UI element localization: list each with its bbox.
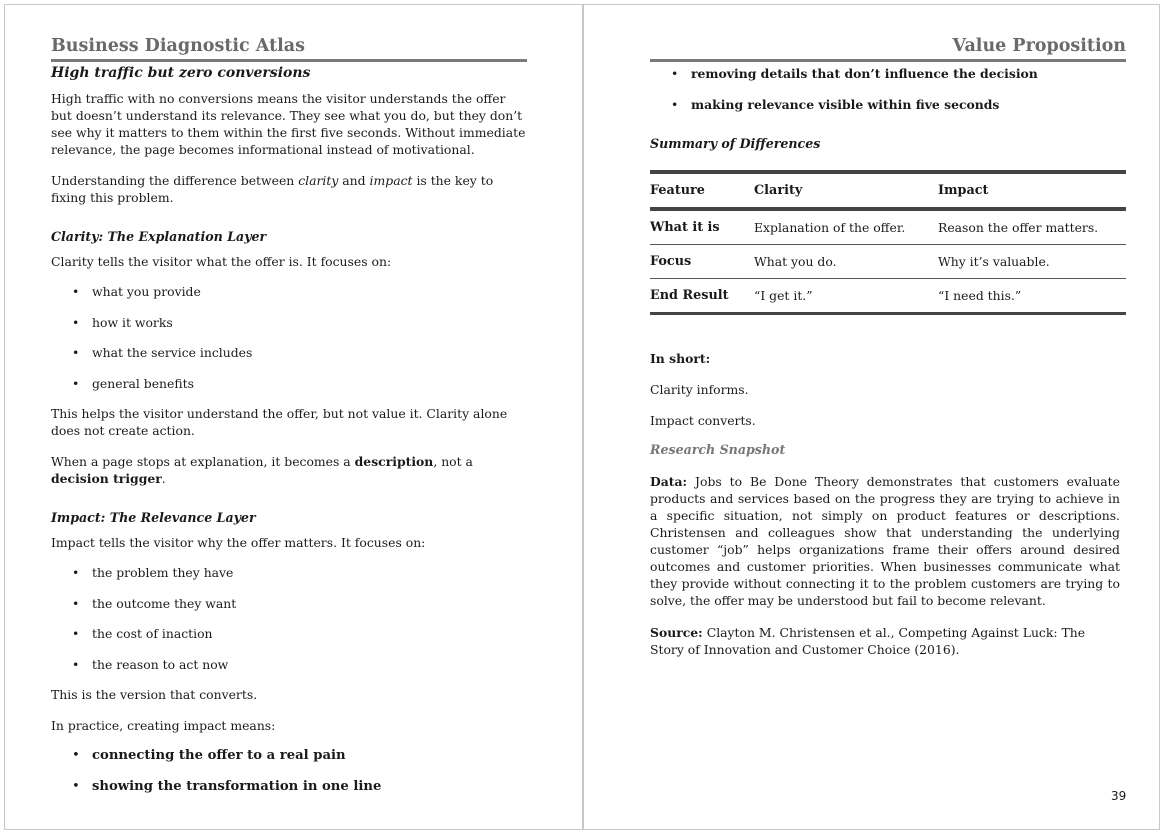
running-head-right: Value Proposition (650, 35, 1126, 62)
explanation-paragraph: When a page stops at explanation, it becomes a description, not a decision trigger. (51, 454, 473, 486)
table-header: Feature (650, 183, 705, 198)
continued-item: • making relevance visible within five seconds (691, 96, 999, 113)
converts-line: This is the version that converts. (51, 687, 258, 702)
clarity-item: • what you provide (92, 283, 201, 300)
summary-table (650, 170, 1126, 315)
page-gutter (582, 4, 584, 830)
clarity-item: • general benefits (92, 375, 194, 392)
impact-item: • the problem they have (92, 564, 233, 581)
source-paragraph: Source: Clayton M. Christensen et al., Competing Against Luck: The Story of Innovation and Customer Choice (2016). (650, 625, 1086, 657)
clarity-heading: Clarity: The Explanation Layer (51, 229, 267, 244)
practice-line: In practice, creating impact means: (51, 718, 276, 733)
data-paragraph: Data: Jobs to Be Done Theory demonstrates that customers evaluate products and services based on the progress they are trying to achieve in a specific situation, not simply on product features or descriptions. Christensen and colleagues show that understanding the underlying customer “job” helps organizations frame their offers around desired outcomes and customer priorities. When businesses communicate what they provide without connecting it to the problem customers are trying to solve, the offer may be understood but fail to become relevant. (650, 474, 1120, 608)
research-heading: Research Snapshot (650, 442, 786, 457)
table-cell: What you do. (754, 254, 837, 269)
page-number: 39 (1111, 789, 1127, 803)
table-header-row (650, 172, 1126, 209)
clarity-item: • what the service includes (92, 344, 252, 361)
practice-item: • connecting the offer to a real pain (92, 747, 346, 764)
clarity-informs: Clarity informs. (650, 382, 749, 397)
intro-paragraph: High traffic with no conversions means the visitor understands the offer but doesn’t understand its relevance. They see what you do, but they don’t see why it matters to them within the first five seconds. Without immediate relevance, the page becomes informational instead of motivational. (51, 91, 526, 157)
table-cell: Reason the offer matters. (938, 220, 1099, 235)
understanding-paragraph: Understanding the difference between clarity and impact is the key to fixing this problem. (51, 173, 494, 205)
impact-item: • the outcome they want (92, 595, 236, 612)
table-cell: Explanation of the offer. (754, 220, 906, 235)
impact-intro: Impact tells the visitor why the offer matters. It focuses on: (51, 535, 426, 550)
practice-item: • showing the transformation in one line (92, 778, 381, 795)
clarity-item: • how it works (92, 314, 173, 331)
table-row (650, 209, 1126, 245)
impact-converts: Impact converts. (650, 413, 756, 428)
table-row (650, 279, 1126, 314)
impact-heading: Impact: The Relevance Layer (51, 510, 256, 525)
table-header: Clarity (754, 183, 803, 198)
section-title: High traffic but zero conversions (51, 65, 311, 81)
table-header: Impact (938, 183, 989, 198)
table-cell: What it is (650, 220, 720, 235)
table-cell: Why it’s valuable. (938, 254, 1050, 269)
continued-item: • removing details that don’t influence the decision (691, 65, 1038, 82)
running-head-left: Business Diagnostic Atlas (51, 35, 527, 62)
impact-item: • the cost of inaction (92, 625, 213, 642)
clarity-note: This helps the visitor understand the offer, but not value it. Clarity alone does not create action. (51, 406, 508, 438)
table-cell: Focus (650, 254, 692, 269)
table-cell: “I get it.” (754, 288, 813, 303)
impact-item: • the reason to act now (92, 656, 228, 673)
table-cell: “I need this.” (938, 288, 1022, 303)
clarity-intro: Clarity tells the visitor what the offer is. It focuses on: (51, 254, 392, 269)
in-short-label: In short: (650, 351, 711, 366)
table-cell: End Result (650, 288, 729, 303)
summary-heading: Summary of Differences (650, 136, 821, 151)
table-row (650, 245, 1126, 279)
